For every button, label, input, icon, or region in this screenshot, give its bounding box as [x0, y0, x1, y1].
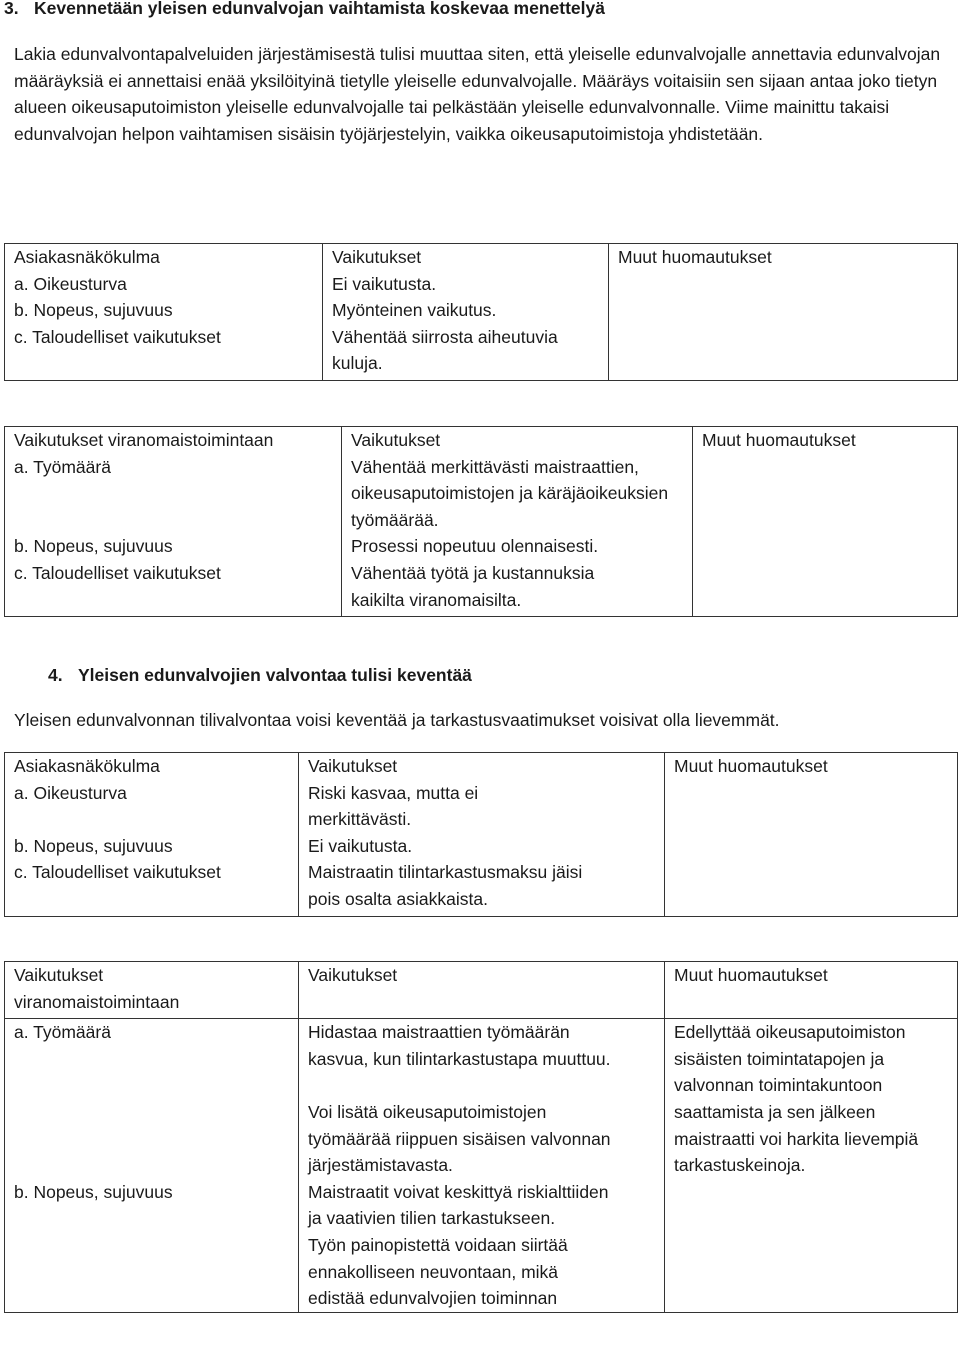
table-cell: Edellyttää oikeusaputoimiston sisäisten toimintatapojen ja valvonnan toimintakuntoon saattamista ja sen jälkeen maistraatti voi harkita lievempiä tarkastuskeinoja.	[665, 1019, 958, 1179]
table-cell	[665, 1179, 958, 1312]
table-header-row	[5, 753, 958, 780]
section-3-client-table	[4, 243, 958, 381]
table-cell	[609, 324, 958, 381]
table-cell: Myönteinen vaikutus.	[323, 297, 609, 324]
table-cell: a. Oikeusturva	[5, 271, 323, 298]
table-header-cell: Vaikutukset	[323, 244, 609, 271]
table-row	[5, 780, 958, 833]
table-cell: Maistraatin tilintarkastusmaksu jäisi pois osalta asiakkaista.	[299, 859, 665, 916]
table-header-cell: Vaikutukset	[299, 753, 665, 780]
table-cell: c. Taloudelliset vaikutukset	[5, 324, 323, 381]
effect-text: Hidastaa maistraattien työmäärän kasvua, kun tilintarkastustapa muuttuu.	[308, 1022, 611, 1069]
table-cell: Vähentää siirrosta aiheutuvia kuluja.	[323, 324, 609, 381]
table-cell: a. Oikeusturva	[5, 780, 299, 833]
table-cell: b. Nopeus, sujuvuus	[5, 297, 323, 324]
table-cell	[299, 1019, 665, 1179]
table-header-cell: Muut huomautukset	[665, 753, 958, 780]
table-cell: Vähentää merkittävästi maistraattien, oikeusaputoimistojen ja käräjäoikeuksien työmäärää.	[342, 454, 693, 534]
section-3-heading	[0, 0, 605, 22]
paragraph-gap	[308, 1072, 614, 1099]
section-4-client-table	[4, 752, 958, 917]
table-row	[5, 533, 958, 560]
table-cell	[299, 1179, 665, 1312]
table-cell	[609, 271, 958, 298]
table-cell: c. Taloudelliset vaikutukset	[5, 560, 342, 617]
table-header-cell: Vaikutukset	[342, 427, 693, 454]
table-header-cell: Muut huomautukset	[665, 962, 958, 1019]
table-cell	[693, 533, 958, 560]
table-cell	[665, 859, 958, 916]
table-row	[5, 324, 958, 381]
section-3-paragraph: Lakia edunvalvontapalveluiden järjestämisestä tulisi muuttaa siten, että yleiselle edunvalvojalle annettavia edunvalvojan määräyksiä ei annettaisi enää yksilöityinä tietylle yleiselle edunvalvojalle. Määräys voitaisiin sen sijaan antaa joko tietyn alueen oikeusaputoimiston yleiselle edunvalvojalle tai pelkästään yleiselle edunvalvonnalle. Viime mainittu takaisi edunvalvojan helpon vaihtamisen sisäisin työjärjestelyin, vaikka oikeusaputoimistoja yhdistetään.	[14, 44, 941, 144]
effect-text: Voi lisätä oikeusaputoimistojen työmäärää riippuen sisäisen valvonnan järjestämistavasta.	[308, 1101, 611, 1176]
section-4-paragraph: Yleisen edunvalvonnan tilivalvontaa voisi keventää ja tarkastusvaatimukset voisivat olla lievemmät.	[14, 710, 780, 730]
table-row	[5, 297, 958, 324]
table-header-cell: Muut huomautukset	[693, 427, 958, 454]
table-cell	[693, 454, 958, 534]
section-4-number: 4.	[48, 665, 63, 685]
table-header-cell: Muut huomautukset	[609, 244, 958, 271]
section-3-title: Kevennetään yleisen edunvalvojan vaihtamista koskevaa menettelyä	[34, 0, 605, 18]
table-cell: Ei vaikutusta.	[323, 271, 609, 298]
table-header-cell: Asiakasnäkökulma	[5, 753, 299, 780]
table-header-row	[5, 962, 958, 1019]
table-cell: c. Taloudelliset vaikutukset	[5, 859, 299, 916]
table-cell: Prosessi nopeutuu olennaisesti.	[342, 533, 693, 560]
section-4-authority-table	[4, 961, 958, 1313]
table-cell: b. Nopeus, sujuvuus	[5, 533, 342, 560]
table-cell: Ei vaikutusta.	[299, 833, 665, 860]
table-header-cell: Vaikutukset	[299, 962, 665, 1019]
table-cell: Riski kasvaa, mutta ei merkittävästi.	[299, 780, 665, 833]
table-row	[5, 859, 958, 916]
table-cell: a. Työmäärä	[5, 454, 342, 534]
table-row	[5, 271, 958, 298]
table-cell: b. Nopeus, sujuvuus	[5, 1179, 299, 1312]
table-row	[5, 833, 958, 860]
table-cell	[665, 833, 958, 860]
table-row	[5, 560, 958, 617]
effect-text: Maistraatit voivat keskittyä riskialttiiden ja vaativien tilien tarkastukseen.	[308, 1181, 609, 1229]
table-cell	[609, 297, 958, 324]
table-header-cell: Vaikutukset viranomaistoimintaan	[5, 427, 342, 454]
table-header-cell: Asiakasnäkökulma	[5, 244, 323, 271]
table-header-row	[5, 244, 958, 271]
table-row	[5, 454, 958, 534]
table-cell	[693, 560, 958, 617]
table-header-cell: Vaikutukset viranomaistoimintaan	[5, 962, 299, 1019]
section-4-heading	[0, 662, 472, 689]
section-3-authority-table	[4, 426, 958, 617]
table-cell: b. Nopeus, sujuvuus	[5, 833, 299, 860]
table-cell: a. Työmäärä	[5, 1019, 299, 1179]
table-header-row	[5, 427, 958, 454]
section-4-title: Yleisen edunvalvojien valvontaa tulisi keventää	[78, 665, 472, 685]
table-cell: Vähentää työtä ja kustannuksia kaikilta viranomaisilta.	[342, 560, 693, 617]
table-row	[5, 1019, 958, 1179]
section-3-number: 3.	[4, 0, 19, 18]
effect-text: Työn painopistettä voidaan siirtää ennakolliseen neuvontaan, mikä edistää edunvalvojien toiminnan	[308, 1234, 568, 1309]
table-cell	[665, 780, 958, 833]
table-row	[5, 1179, 958, 1312]
